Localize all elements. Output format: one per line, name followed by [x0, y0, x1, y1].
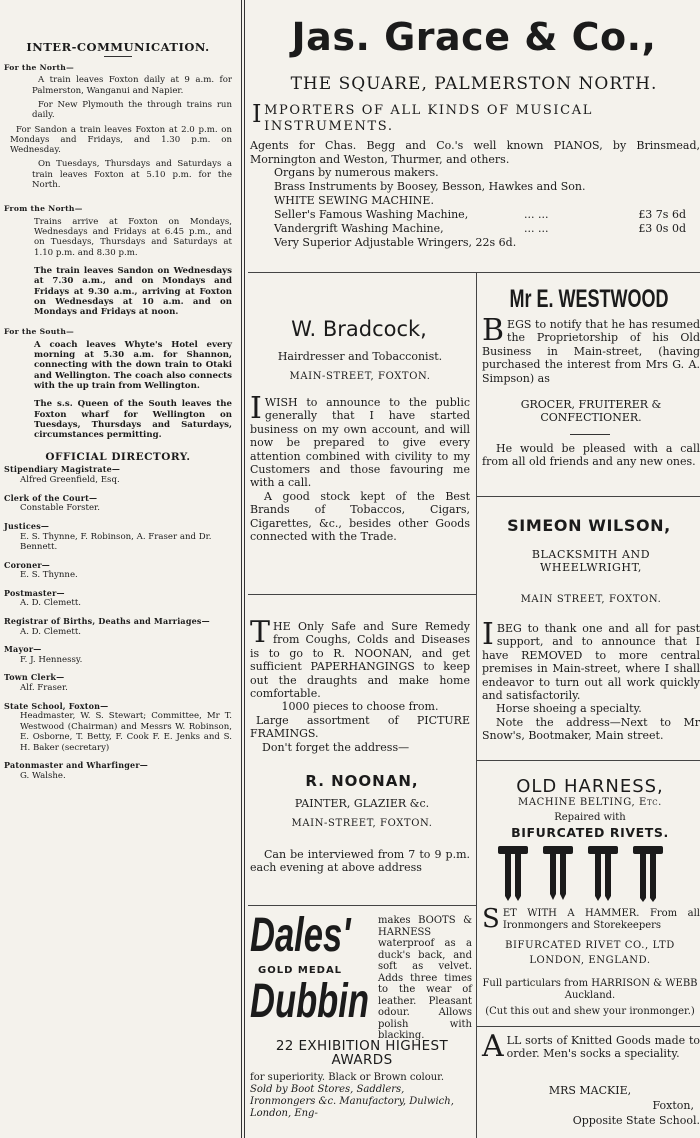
drop-cap: S — [482, 904, 500, 934]
divider — [248, 272, 700, 273]
harness-rivets-title: BIFURCATED RIVETS. — [511, 825, 669, 840]
drop-cap: A — [482, 1029, 504, 1064]
left-column — [0, 0, 238, 1138]
directory-entry: State School, Foxton— Headmaster, W. S. Stewart; Committee, Mr T. Westwood (Chairman) and Messrs W. Robinson, E. Osborne, T. Betty, F. Cook F. E. Jenks and S. H. Baker (secretary) — [4, 700, 232, 753]
grace-importers: IMPORTERS OF ALL KINDS OF MUSICAL INSTRUMENTS. — [252, 100, 593, 134]
dales-exhibition: 22 EXHIBITION HIGHEST AWARDS — [275, 1038, 449, 1069]
divider — [104, 56, 132, 57]
drop-cap: I — [482, 617, 494, 652]
grace-agents: Agents for Chas. Begg and Co.'s well known PIANOS, by Brinsmead, Mornington and Weston, Thurmer, and others. — [250, 139, 700, 166]
grace-address: THE SQUARE, PALMERSTON NORTH. — [290, 74, 658, 94]
column-rule — [241, 0, 242, 1138]
divider — [476, 1026, 700, 1027]
bradcock-text: IWISH to announce to the public generally that I have started business on my own account, and will now be prepared to give every attention combined with civility to my Customers and those favouring me with a call. A good stock kept of the Best Brands of Tobaccos, Cigars, Cigarettes, &c., besides other Goods connected with the Trade. — [250, 391, 470, 544]
grace-line: Brass Instruments by Boosey, Besson, Hawkes and Son. — [274, 180, 586, 193]
grace-line: Very Superior Adjustable Wringers, 22s 6d. — [274, 236, 517, 249]
rivet-icon — [633, 846, 663, 902]
harness-sub: MACHINE BELTING, Etc. — [518, 797, 662, 808]
north-to-p1: A train leaves Foxton daily at 9 a.m. for Palmerston, Wanganui and Napier. — [32, 75, 232, 96]
north-to-heading: For the North— — [4, 63, 75, 73]
divider — [570, 434, 610, 435]
harness-particulars: Full particulars from HARRISON & WEBB Auckland. — [482, 978, 698, 1002]
north-to-p3: For Sandon a train leaves Foxton at 2.0 p.m. on Mondays and Fridays, and 1.30 p.m. on Wednesday. — [10, 124, 232, 156]
north-to-p4: On Tuesdays, Thursdays and Saturdays a train leaves Foxton at 5.10 p.m. for the North. — [32, 159, 232, 191]
harness-title: OLD HARNESS, — [516, 776, 664, 797]
dubbin-wordmark: Dubbin — [250, 975, 370, 1028]
noonan-text: THE Only Safe and Sure Remedy from Coughs, Colds and Diseases is to go to R. NOONAN, and get sufficient PAPERHANGINGS to keep out the draughts and make home comfortable. 1000 pieces to choose from. Large assortment of PICTURE FRAMINGS. Don't forget the address— — [250, 615, 470, 754]
advertisements-area — [248, 0, 700, 1138]
grace-line: Organs by numerous makers. — [274, 166, 439, 179]
column-rule — [244, 0, 245, 1138]
bradcock-name: W. Bradcock, — [291, 317, 427, 341]
north-to-p2: For New Plymouth the through trains run daily. — [32, 99, 232, 121]
harness-repaired: Repaired with — [554, 812, 626, 823]
dales-wordmark: Dales' — [250, 909, 351, 962]
westwood-closing: He would be pleased with a call from all old friends and any new ones. — [482, 442, 700, 469]
noonan-address: MAIN-STREET, FOXTON. — [291, 818, 433, 829]
westwood-name: Mr E. WESTWOOD — [509, 285, 669, 313]
westwood-text: BEGS to notify that he has resumed the Proprietorship of his Old Business in Main-street, (having purchased the interest from Mrs G. A. Simpson) as — [482, 313, 700, 385]
mackie-name: MRS MACKIE, — [548, 1084, 632, 1097]
drop-cap: B — [482, 313, 505, 348]
divider — [248, 905, 476, 906]
directory-entry: Clerk of the Court— Constable Forster. — [4, 492, 100, 514]
directory-entry: Coroner— E. S. Thynne. — [4, 559, 78, 581]
simeon-name: SIMEON WILSON, — [507, 516, 671, 535]
north-from-p1: Trains arrive at Foxton on Mondays, Wednesdays and Fridays at 6.45 p.m., and on Tuesdays, Thursdays and Saturdays at 1.10 p.m. and 8.30 p.m. — [34, 216, 232, 258]
dales-gold-medal: GOLD MEDAL — [258, 965, 343, 976]
rivet-icon — [543, 846, 573, 900]
mackie-text: ALL sorts of Knitted Goods made to order. Men's socks a speciality. — [482, 1029, 700, 1064]
dales-superiority: for superiority. Black or Brown colour. — [250, 1072, 445, 1083]
mackie-address: Opposite State School. — [572, 1114, 700, 1127]
directory-entry: Mayor— F. J. Hennessy. — [4, 644, 83, 665]
noonan-name: R. NOONAN, — [305, 772, 419, 790]
harness-cut-note: (Cut this out and shew your ironmonger.) — [485, 1006, 695, 1017]
directory-entry: Patonmaster and Wharfinger— G. Walshe. — [4, 760, 148, 782]
mackie-town: Foxton, — [652, 1099, 694, 1112]
grace-price-row: Vandergrift Washing Machine, ... ... £3 0s 0d — [274, 222, 686, 235]
south-heading: For the South— — [4, 327, 75, 337]
inter-communication-title: INTER-COMMUNICATION. — [26, 40, 210, 54]
directory-entry: Registrar of Births, Deaths and Marriages— A. D. Clemett. — [4, 615, 210, 637]
bradcock-address: MAIN-STREET, FOXTON. — [289, 371, 431, 382]
grace-price-row: Seller's Famous Washing Machine, ... ... £3 7s 6d — [274, 208, 686, 221]
harness-company: BIFURCATED RIVET CO., LTD — [505, 940, 675, 951]
divider — [476, 760, 700, 761]
drop-cap: I — [252, 100, 264, 128]
dales-sold-by: Sold by Boot Stores, Saddlers, Ironmongers &c. Manufactory, Dulwich, London, Eng- — [250, 1084, 454, 1119]
drop-cap: I — [250, 391, 262, 426]
directory-list — [4, 465, 232, 781]
divider — [476, 496, 700, 497]
drop-cap: T — [250, 615, 271, 650]
simeon-text: IBEG to thank one and all for past support, and to announce that I have REMOVED to more central premises in Main-street, where I shall endeavor to turn out all work quickly and satisfactorily. Horse shoeing a specialty. Note the address—Next to Mr Snow's, Bootmaker, Main street. — [482, 617, 700, 743]
harness-location: LONDON, ENGLAND. — [529, 955, 651, 966]
south-p1: A coach leaves Whyte's Hotel every morning at 5.30 a.m. for Shannon, connecting with the down train to Otaki and Wellington. The coach also connects with the up train from Wellington. — [34, 339, 232, 391]
south-p2: The s.s. Queen of the South leaves the Foxton wharf for Wellington on Tuesdays, Thursdays and Saturdays, circumstances permitting. — [34, 399, 232, 441]
rivet-icon — [588, 846, 618, 901]
noonan-hours: Can be interviewed from 7 to 9 p.m. each evening at above address — [250, 848, 470, 875]
north-from-heading: From the North— — [4, 204, 83, 214]
north-from-p2: The train leaves Sandon on Wednesdays at 7.30 a.m., and on Mondays and Fridays at 9.30 a.m., arriving at Foxton on Wednesdays at 10 a.m. and on Mondays and Fridays at noon. — [34, 265, 232, 318]
harness-text: SET WITH A HAMMER. From all Ironmongers and Storekeepers — [482, 904, 700, 934]
bradcock-trade: Hairdresser and Tobacconist. — [277, 350, 443, 363]
grace-line: WHITE SEWING MACHINE. — [274, 194, 434, 207]
directory-entry: Justices— E. S. Thynne, F. Robinson, A. Fraser and Dr. Bennett. — [4, 520, 212, 553]
column-rule — [476, 272, 477, 1138]
dales-side-text: makes BOOTS & HARNESS waterproof as a duck's back, and soft as velvet. Adds three times to the wear of leather. Pleasant odour. Allows polish with blacking. — [378, 915, 472, 1041]
grace-title: Jas. Grace & Co., — [291, 15, 657, 59]
simeon-trade: BLACKSMITH AND WHEELWRIGHT, — [531, 548, 651, 575]
official-directory-title: OFFICIAL DIRECTORY. — [45, 450, 191, 463]
simeon-address: MAIN STREET, FOXTON. — [520, 594, 662, 605]
rivets-illustration — [488, 844, 688, 902]
directory-entry: Stipendiary Magistrate— Alfred Greenfield, Esq. — [4, 464, 121, 486]
directory-entry: Town Clerk— Alf. Fraser. — [4, 672, 68, 694]
westwood-trade: GROCER, FRUITERER & CONFECTIONER. — [520, 398, 662, 425]
directory-entry: Postmaster— A. D. Clemett. — [4, 587, 81, 609]
rivet-icon — [498, 846, 528, 901]
divider — [248, 594, 476, 595]
noonan-trade: PAINTER, GLAZIER &c. — [294, 797, 430, 810]
